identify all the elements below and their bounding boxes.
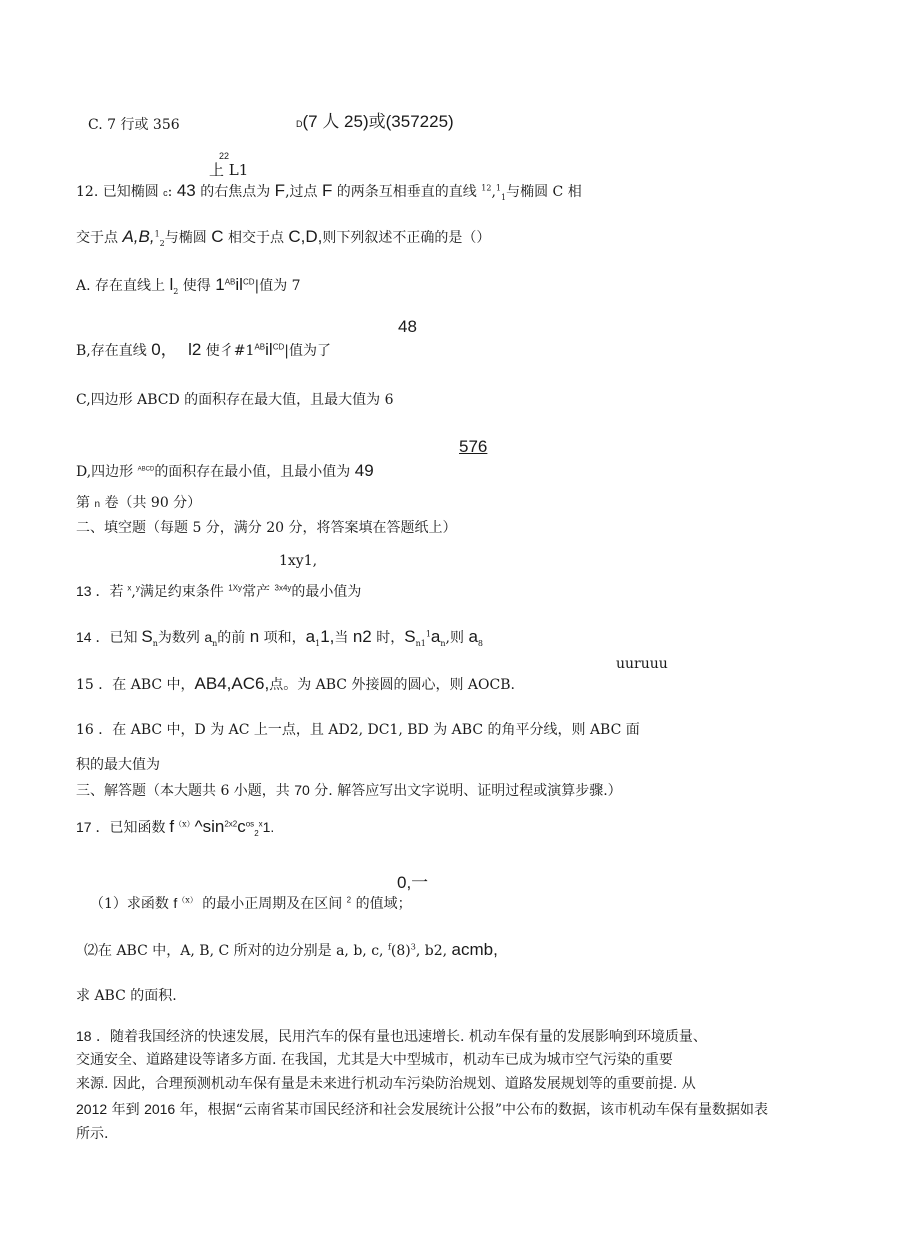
option-c xyxy=(76,391,394,409)
q18-text-5: 所示. xyxy=(76,1126,109,1142)
question-18-line-4 xyxy=(76,1100,768,1119)
q12-43: 43 xyxy=(176,181,196,200)
q17-c: c xyxy=(237,817,246,836)
q12-F1: F xyxy=(274,181,286,200)
q18-text-1: ．随着我国经济的快速发展，民用汽车的保有量也迅速增长. 机动车保有量的发展影响到环境质量、 xyxy=(91,1029,707,1045)
question-17-part-2 xyxy=(84,941,498,960)
small-number-22: 22 xyxy=(219,151,230,161)
q13-comma: , xyxy=(131,584,136,600)
section-3-70: 70 xyxy=(294,782,310,798)
q12-F2: F xyxy=(321,181,333,200)
q12-sub: 1 xyxy=(501,192,507,202)
q14-value-1: 1, xyxy=(320,627,335,646)
q17-interval-top: 0,一 xyxy=(397,873,429,892)
q14-text-f: 当 xyxy=(334,630,353,646)
vol2-n: n xyxy=(94,499,101,510)
option-b-text-b: 使彳#1 xyxy=(201,343,255,359)
q17-x2: x xyxy=(258,819,263,829)
vol2-text-a: 第 xyxy=(76,495,95,511)
option-b-il: il xyxy=(265,340,273,359)
option-d xyxy=(76,462,374,481)
q12b-text-b: 与椭圆 xyxy=(164,230,212,246)
volume-2-heading xyxy=(76,494,201,514)
q18-year-2012: 2012 xyxy=(76,1101,108,1117)
q12-sup: 12 xyxy=(481,183,492,193)
q12-text-g: , xyxy=(491,184,496,200)
q13-x: x xyxy=(127,583,132,593)
q13-text-e: 产 xyxy=(256,584,275,600)
question-14 xyxy=(76,628,483,647)
q12-text-e: ,过点 xyxy=(285,184,322,200)
q14-S2-sub: n1 xyxy=(415,638,426,648)
q12b-CD: C,D, xyxy=(288,227,323,246)
q17-f: f xyxy=(169,817,175,836)
option-d-text-a: D,四边形 xyxy=(76,464,138,480)
q17-x: （x） xyxy=(174,819,195,829)
fragment-l1 xyxy=(209,161,248,179)
question-18-line-2 xyxy=(76,1051,673,1069)
q14-n2: n2 xyxy=(352,627,372,646)
q12b-C: C xyxy=(211,227,224,246)
q14-text-c: 的前 xyxy=(217,630,250,646)
q12-text-a: 12. 已知椭圆 xyxy=(76,184,164,200)
option-a-l-sub: 2 xyxy=(173,286,179,296)
option-a-text-c: |值为 7 xyxy=(254,278,301,294)
option-a-1: 1 xyxy=(215,275,225,294)
section-2-text: 二、填空题（每题 5 分，满分 20 分，将答案填在答题纸上） xyxy=(76,520,457,536)
question-16 xyxy=(76,721,640,739)
q15-AB-AC: AB4,AC6, xyxy=(194,674,270,693)
question-18-line-1 xyxy=(76,1027,707,1046)
section-3-text-a: 三、解答题（本大题共 6 小题，共 xyxy=(76,783,295,799)
q13-text-d: 常 xyxy=(242,584,257,600)
q17-text-a: 17 ．已知函数 xyxy=(76,819,170,835)
q14-a-sub: n xyxy=(212,638,218,648)
q12b-text-a: 交于点 xyxy=(76,230,123,246)
q18-year-2016: 2016 xyxy=(144,1101,176,1117)
q13-text-c: 满足约束条件 xyxy=(139,584,229,600)
q17-1-x: （x） xyxy=(177,895,198,905)
q14-sup: 1 xyxy=(425,629,431,639)
q17-sup1: 2x2 xyxy=(224,819,238,829)
q15-text-a: 15 ．在 ABC 中， xyxy=(76,677,195,693)
q14-S-sub: n xyxy=(152,638,158,648)
q12b-sup: 1 xyxy=(154,229,160,239)
q17-2: 2 xyxy=(254,828,259,838)
option-a-text: A. 存在直线上 xyxy=(76,278,170,294)
option-a-text-b: 使得 xyxy=(178,278,216,294)
vol2-text-b: 卷（共 90 分） xyxy=(100,495,202,511)
option-d-prev xyxy=(296,113,454,133)
option-c-text: C. 7 行或 356 xyxy=(88,117,180,133)
option-b-text: B,存在直线 xyxy=(76,343,152,359)
question-16-line-2 xyxy=(76,756,160,774)
question-13 xyxy=(76,582,361,601)
q14-S2: S xyxy=(404,627,416,646)
option-d-text-b: 的面积存在最小值，且最小值为 xyxy=(154,464,355,480)
q18-text-4b: 年到 xyxy=(107,1102,145,1118)
vector-marks: uuruuu xyxy=(616,656,668,672)
q14-S: S xyxy=(141,627,153,646)
section-3-heading xyxy=(76,781,622,800)
question-17-part-2-line-2 xyxy=(76,987,177,1005)
q12-text-d: 的右焦点为 xyxy=(195,184,275,200)
q14-a: a xyxy=(204,629,213,645)
q12b-sub: 2 xyxy=(159,238,165,248)
q13-sup1: 1Xy xyxy=(228,583,243,593)
fraction-576: 576 xyxy=(459,437,488,456)
q12-text-b: : xyxy=(167,184,177,200)
option-b-AB: AB xyxy=(254,342,266,352)
q18-text-4d: 年，根据“云南省某市国民经济和社会发展统计公报”中公布的数据，该市机动车保有量数据如表 xyxy=(175,1102,768,1118)
constraint-1xy1: 1xy1, xyxy=(279,553,318,569)
q12-c: c xyxy=(163,188,168,198)
section-3-text-b: 分. 解答应写出文字说明、证明过程或演算步骤.） xyxy=(309,783,622,799)
q14-text-b: 为数列 xyxy=(157,630,205,646)
fraction-48: 48 xyxy=(398,317,417,336)
question-15 xyxy=(76,675,515,694)
q16-text: 16 ．在 ABC 中，D 为 AC 上一点，且 AD2, DC1, BD 为 ABC 的角平分线，则 ABC 面 xyxy=(76,722,640,738)
q15-text-c: 点。为 ABC 外接圆的圆心，则 AOCB. xyxy=(269,677,515,693)
option-c-prev xyxy=(88,116,180,134)
q18-text-2: 交通安全、道路建设等诸多方面. 在我国，尤其是大中型城市，机动车已成为城市空气污染的重要 xyxy=(76,1052,673,1068)
q17-3-text: 求 ABC 的面积. xyxy=(76,988,177,1004)
q17-2-text-c: , b2, xyxy=(415,943,452,959)
option-b-CD: CD xyxy=(272,342,285,352)
option-b-0: 0， xyxy=(151,340,178,359)
q18-number: 18 xyxy=(76,1028,92,1044)
q17-2-text-a: ⑵在 ABC 中，A, B, C 所对的边分别是 a, b, c, xyxy=(84,943,388,959)
q14-n: n xyxy=(249,627,260,646)
q14-an: a xyxy=(430,627,441,646)
q17-os: os xyxy=(245,819,255,829)
question-12-line-1 xyxy=(76,182,582,202)
option-b-text-c: |值为了 xyxy=(284,343,331,359)
option-a-CD: CD xyxy=(242,277,255,287)
q14-a1: a xyxy=(305,627,316,646)
q14-text-d: 项和， xyxy=(259,630,306,646)
q17-2-sup: 3 xyxy=(410,942,416,952)
q12-text-f: 的两条互相垂直的直线 xyxy=(332,184,482,200)
option-a-AB: AB xyxy=(224,277,236,287)
q16-text-2: 积的最大值为 xyxy=(76,757,160,773)
q18-text-3: 来源. 因此，合理预测机动车保有量是未来进行机动车污染防治规划、道路发展规划等的重要前提. 从 xyxy=(76,1076,696,1092)
fragment-l1-text: 上 L1 xyxy=(209,161,249,179)
q13-text-f: 的最小值为 xyxy=(291,584,362,600)
q13-sup2: 3x4y xyxy=(274,583,292,593)
q12-text-i: 与椭圆 C 相 xyxy=(506,184,582,200)
option-d-letter: D xyxy=(296,119,303,129)
q13-y: y xyxy=(135,583,140,593)
q12-sup2: 1 xyxy=(495,183,501,193)
option-d-text: (7 人 25)或(357225) xyxy=(302,112,454,131)
q12b-text-d: 则下列叙述不正确的是（） xyxy=(322,230,491,246)
question-17-part-1 xyxy=(90,894,412,913)
option-d-49: 49 xyxy=(354,461,374,480)
question-12-line-2 xyxy=(76,228,490,247)
q17-sin: ^sin xyxy=(194,817,225,836)
q14-text-i: ,则 xyxy=(445,630,469,646)
option-d-abcd: ABCD xyxy=(137,466,155,473)
q14-a8-sub: 8 xyxy=(477,638,483,648)
q17-text-d: 1. xyxy=(262,819,275,835)
q17-1-text-a: （1）求函数 xyxy=(90,896,174,912)
q14-an-sub: n xyxy=(440,638,446,648)
q17-2-8: (8) xyxy=(390,943,411,959)
q14-text-g: 时， xyxy=(371,630,405,646)
q17-1-f: f xyxy=(173,895,178,911)
question-18-line-5 xyxy=(76,1125,108,1143)
q14-text-a: 14 ．已知 xyxy=(76,629,142,645)
section-2-heading xyxy=(76,519,457,537)
option-a xyxy=(76,276,301,295)
q14-a1-sub: 1 xyxy=(315,638,321,648)
q17-1-sup: 2 xyxy=(346,895,352,905)
q14-a8: a xyxy=(468,627,478,646)
q12b-text-c: 相交于点 xyxy=(223,230,289,246)
option-a-l: l xyxy=(169,275,174,294)
q17-1-text-b: 的最小正周期及在区间 xyxy=(197,896,347,912)
q13-text-a: 13 ．若 xyxy=(76,583,128,599)
option-b-l2: l2 xyxy=(188,340,202,359)
option-a-il: il xyxy=(235,275,243,294)
q17-1-text-c: 的值域； xyxy=(351,896,412,912)
q12b-AB: A,B, xyxy=(122,227,155,246)
question-18-line-3 xyxy=(76,1075,696,1093)
q17-2-f: f xyxy=(387,942,391,952)
option-c-full-text: C,四边形 ABCD 的面积存在最大值，且最大值为 6 xyxy=(76,392,394,408)
question-17 xyxy=(76,818,274,837)
option-b xyxy=(76,341,331,360)
q17-2-acmb: acmb, xyxy=(451,940,498,959)
